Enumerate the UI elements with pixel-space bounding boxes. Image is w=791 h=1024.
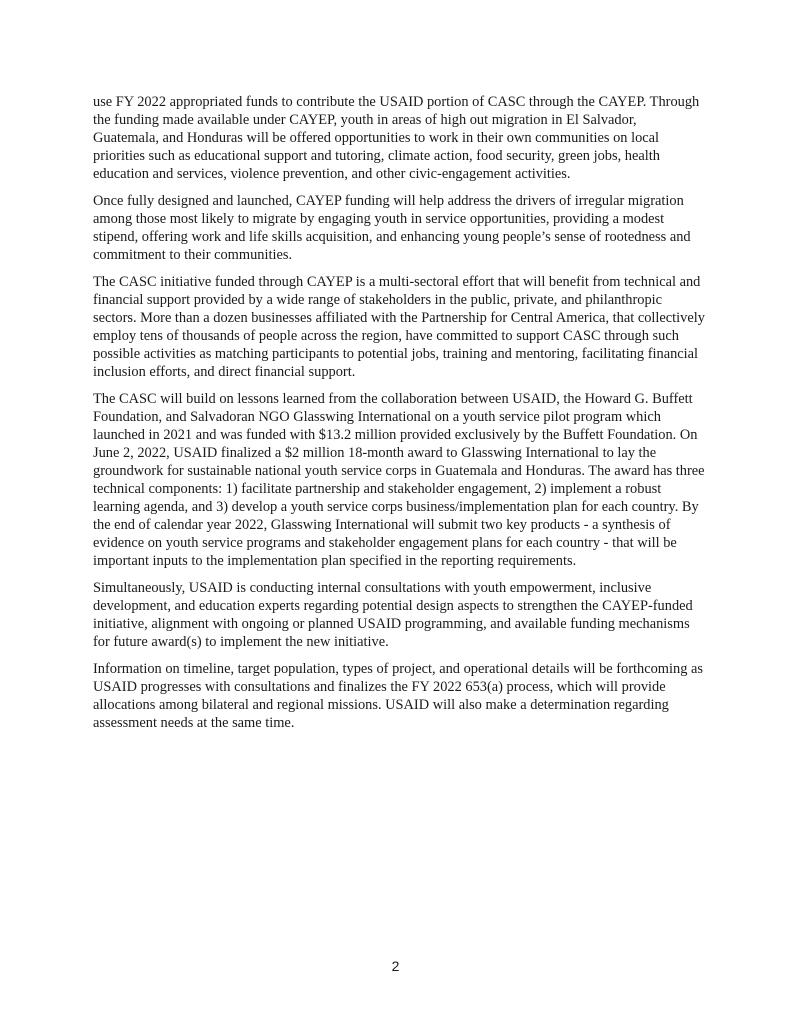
paragraph-cayep-funding: use FY 2022 appropriated funds to contribute the USAID portion of CASC through the CAYEP. Through the funding made available under CAYEP, youth in areas of high out migration in El Salvador, Guatemala, and Honduras will be offered opportunities to work in their own communities on local priorities such as educational support and tutoring, climate action, food security, green jobs, health education and services, violence prevention, and other civic-engagement activities.: [93, 94, 700, 182]
document-body: [93, 93, 705, 741]
paragraph-multi-sectoral-effort: The CASC initiative funded through CAYEP is a multi-sectoral effort that will benefit from technical and financial support provided by a wide range of stakeholders in the public, private, and philanthropic sectors. More than a dozen businesses affiliated with the Partnership for Central America, that collectively employ tens of thousands of people across the region, have committed to support CASC through such possible activities as matching participants to potential jobs, training and mentoring, facilitating financial inclusion efforts, and direct financial support.: [93, 274, 705, 380]
paragraph-internal-consultations: Simultaneously, USAID is conducting internal consultations with youth empowerment, inclusive development, and education experts regarding potential design aspects to strengthen the CAYEP-funded initiative, alignment with ongoing or planned USAID programming, and available funding mechanisms for future award(s) to implement the new initiative.: [93, 580, 693, 650]
page-number: 2: [391, 958, 400, 974]
paragraph-migration-drivers: Once fully designed and launched, CAYEP funding will help address the drivers of irregular migration among those most likely to migrate by engaging youth in service opportunities, providing a modest stipend, offering work and life skills acquisition, and enhancing young people’s sense of rootedness and commitment to their communities.: [93, 193, 691, 263]
paragraph-timeline-information: Information on timeline, target population, types of project, and operational details will be forthcoming as USAID progresses with consultations and finalizes the FY 2022 653(a) process, which will provide allocations among bilateral and regional missions. USAID will also make a determination regarding assessment needs at the same time.: [93, 661, 703, 731]
paragraph-lessons-learned: The CASC will build on lessons learned from the collaboration between USAID, the Howard G. Buffett Foundation, and Salvadoran NGO Glasswing International on a youth service pilot program which launched in 2021 and was funded with $13.2 million provided exclusively by the Buffett Foundation. On June 2, 2022, USAID finalized a $2 million 18-month award to Glasswing International to lay the groundwork for sustainable national youth service corps in Guatemala and Honduras. The award has three technical components: 1) facilitate partnership and stakeholder engagement, 2) implement a robust learning agenda, and 3) develop a youth service corps business/implementation plan for each country. By the end of calendar year 2022, Glasswing International will submit two key products - a synthesis of evidence on youth service programs and stakeholder engagement plans for each country - that will be important inputs to the implementation plan specified in the reporting requirements.: [93, 391, 705, 569]
